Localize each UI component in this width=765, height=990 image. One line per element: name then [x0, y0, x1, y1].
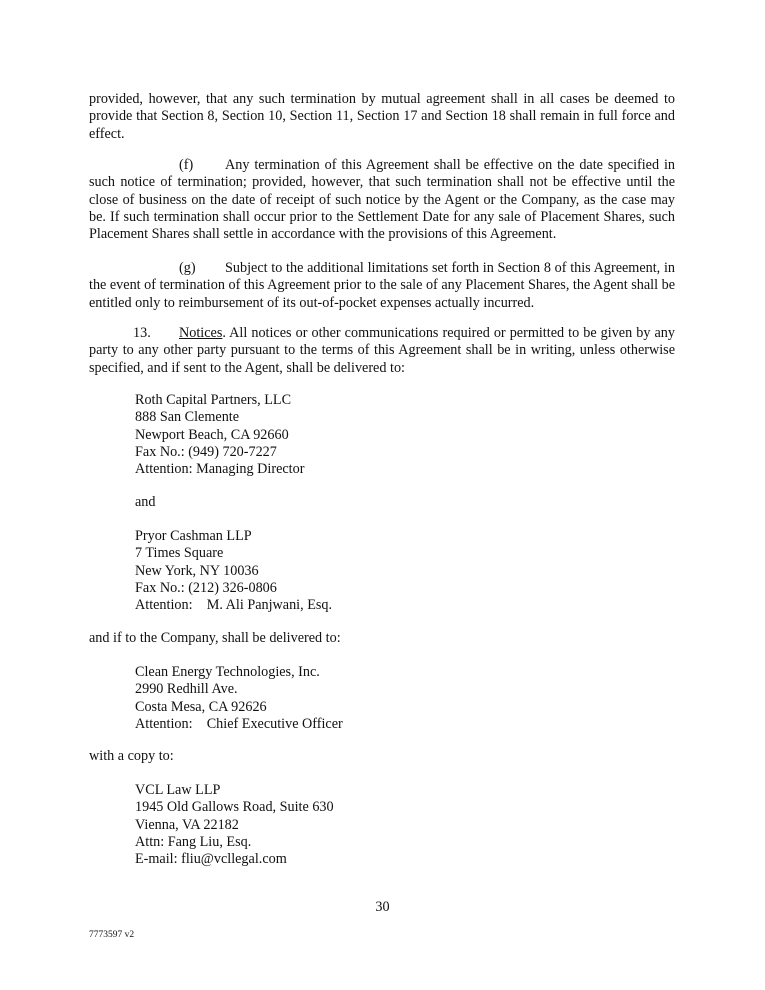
address-line: VCL Law LLP	[135, 782, 221, 798]
address-line: Vienna, VA 22182	[135, 816, 239, 833]
and-label: and	[135, 494, 156, 510]
clause-text-g: Subject to the additional limitations set forth in Section 8 of this Agreement, in the event of termination of this Agreement prior to the sale of any Placement Shares, the Agent shall be entitled only to reimbursement of its out-of-pocket expenses actually incurred.	[89, 260, 675, 311]
document-id: 7773597 v2	[89, 930, 135, 940]
address-line: Attention: M. Ali Panjwani, Esq.	[135, 597, 333, 614]
address-pryor	[135, 528, 332, 614]
paragraph-notices	[89, 325, 675, 377]
address-line: Fax No.: (949) 720-7227	[135, 443, 277, 460]
address-line: Attention: Managing Director	[135, 461, 305, 478]
address-line: 7 Times Square	[135, 545, 224, 562]
address-line: Roth Capital Partners, LLC	[135, 392, 292, 408]
page-number: 30	[375, 899, 390, 915]
clause-label-f: (f)	[179, 157, 194, 173]
address-line: New York, NY 10036	[135, 562, 259, 579]
section-heading: Notices	[179, 325, 223, 341]
address-vcl	[135, 782, 334, 868]
address-line: Attn: Fang Liu, Esq.	[135, 833, 252, 850]
address-company	[135, 664, 343, 733]
clause-text-f: Any termination of this Agreement shall be effective on the date specified in such notice of termination; provided, however, that such termination shall not be effective until the close of business on the date of receipt of such notice by the Agent or the Company, as the case may be. If such termination shall occur prior to the Settlement Date for any sale of Placement Shares, such Placement Shares shall settle in accordance with the provisions of this Agreement.	[89, 157, 675, 243]
address-roth	[135, 392, 304, 478]
address-line: 1945 Old Gallows Road, Suite 630	[135, 799, 334, 816]
paragraph-continuation: provided, however, that any such termination by mutual agreement shall in all cases be deemed to provide that Section 8, Section 10, Section 11, Section 17 and Section 18 shall remain in full force and effect.	[89, 91, 675, 142]
address-line: Newport Beach, CA 92660	[135, 426, 289, 443]
section-number: 13.	[133, 325, 151, 341]
address-line: Costa Mesa, CA 92626	[135, 698, 267, 715]
address-line: 888 San Clemente	[135, 409, 240, 426]
paragraph-g	[89, 260, 675, 312]
clause-label-g: (g)	[179, 260, 196, 276]
company-intro: and if to the Company, shall be delivered to:	[89, 630, 341, 646]
address-line: Clean Energy Technologies, Inc.	[135, 664, 320, 680]
copy-intro: with a copy to:	[89, 748, 174, 764]
address-line: Pryor Cashman LLP	[135, 528, 252, 544]
address-line: Attention: Chief Executive Officer	[135, 715, 343, 732]
paragraph-f	[89, 157, 675, 243]
address-line: E-mail: fliu@vcllegal.com	[135, 851, 287, 868]
section-text: . All notices or other communications required or permitted to be given by any party to any other party pursuant to the terms of this Agreement shall be in writing, unless otherwise specified, and if sent to the Agent, shall be delivered to:	[89, 325, 675, 376]
address-line: 2990 Redhill Ave.	[135, 681, 238, 698]
address-line: Fax No.: (212) 326-0806	[135, 579, 277, 596]
